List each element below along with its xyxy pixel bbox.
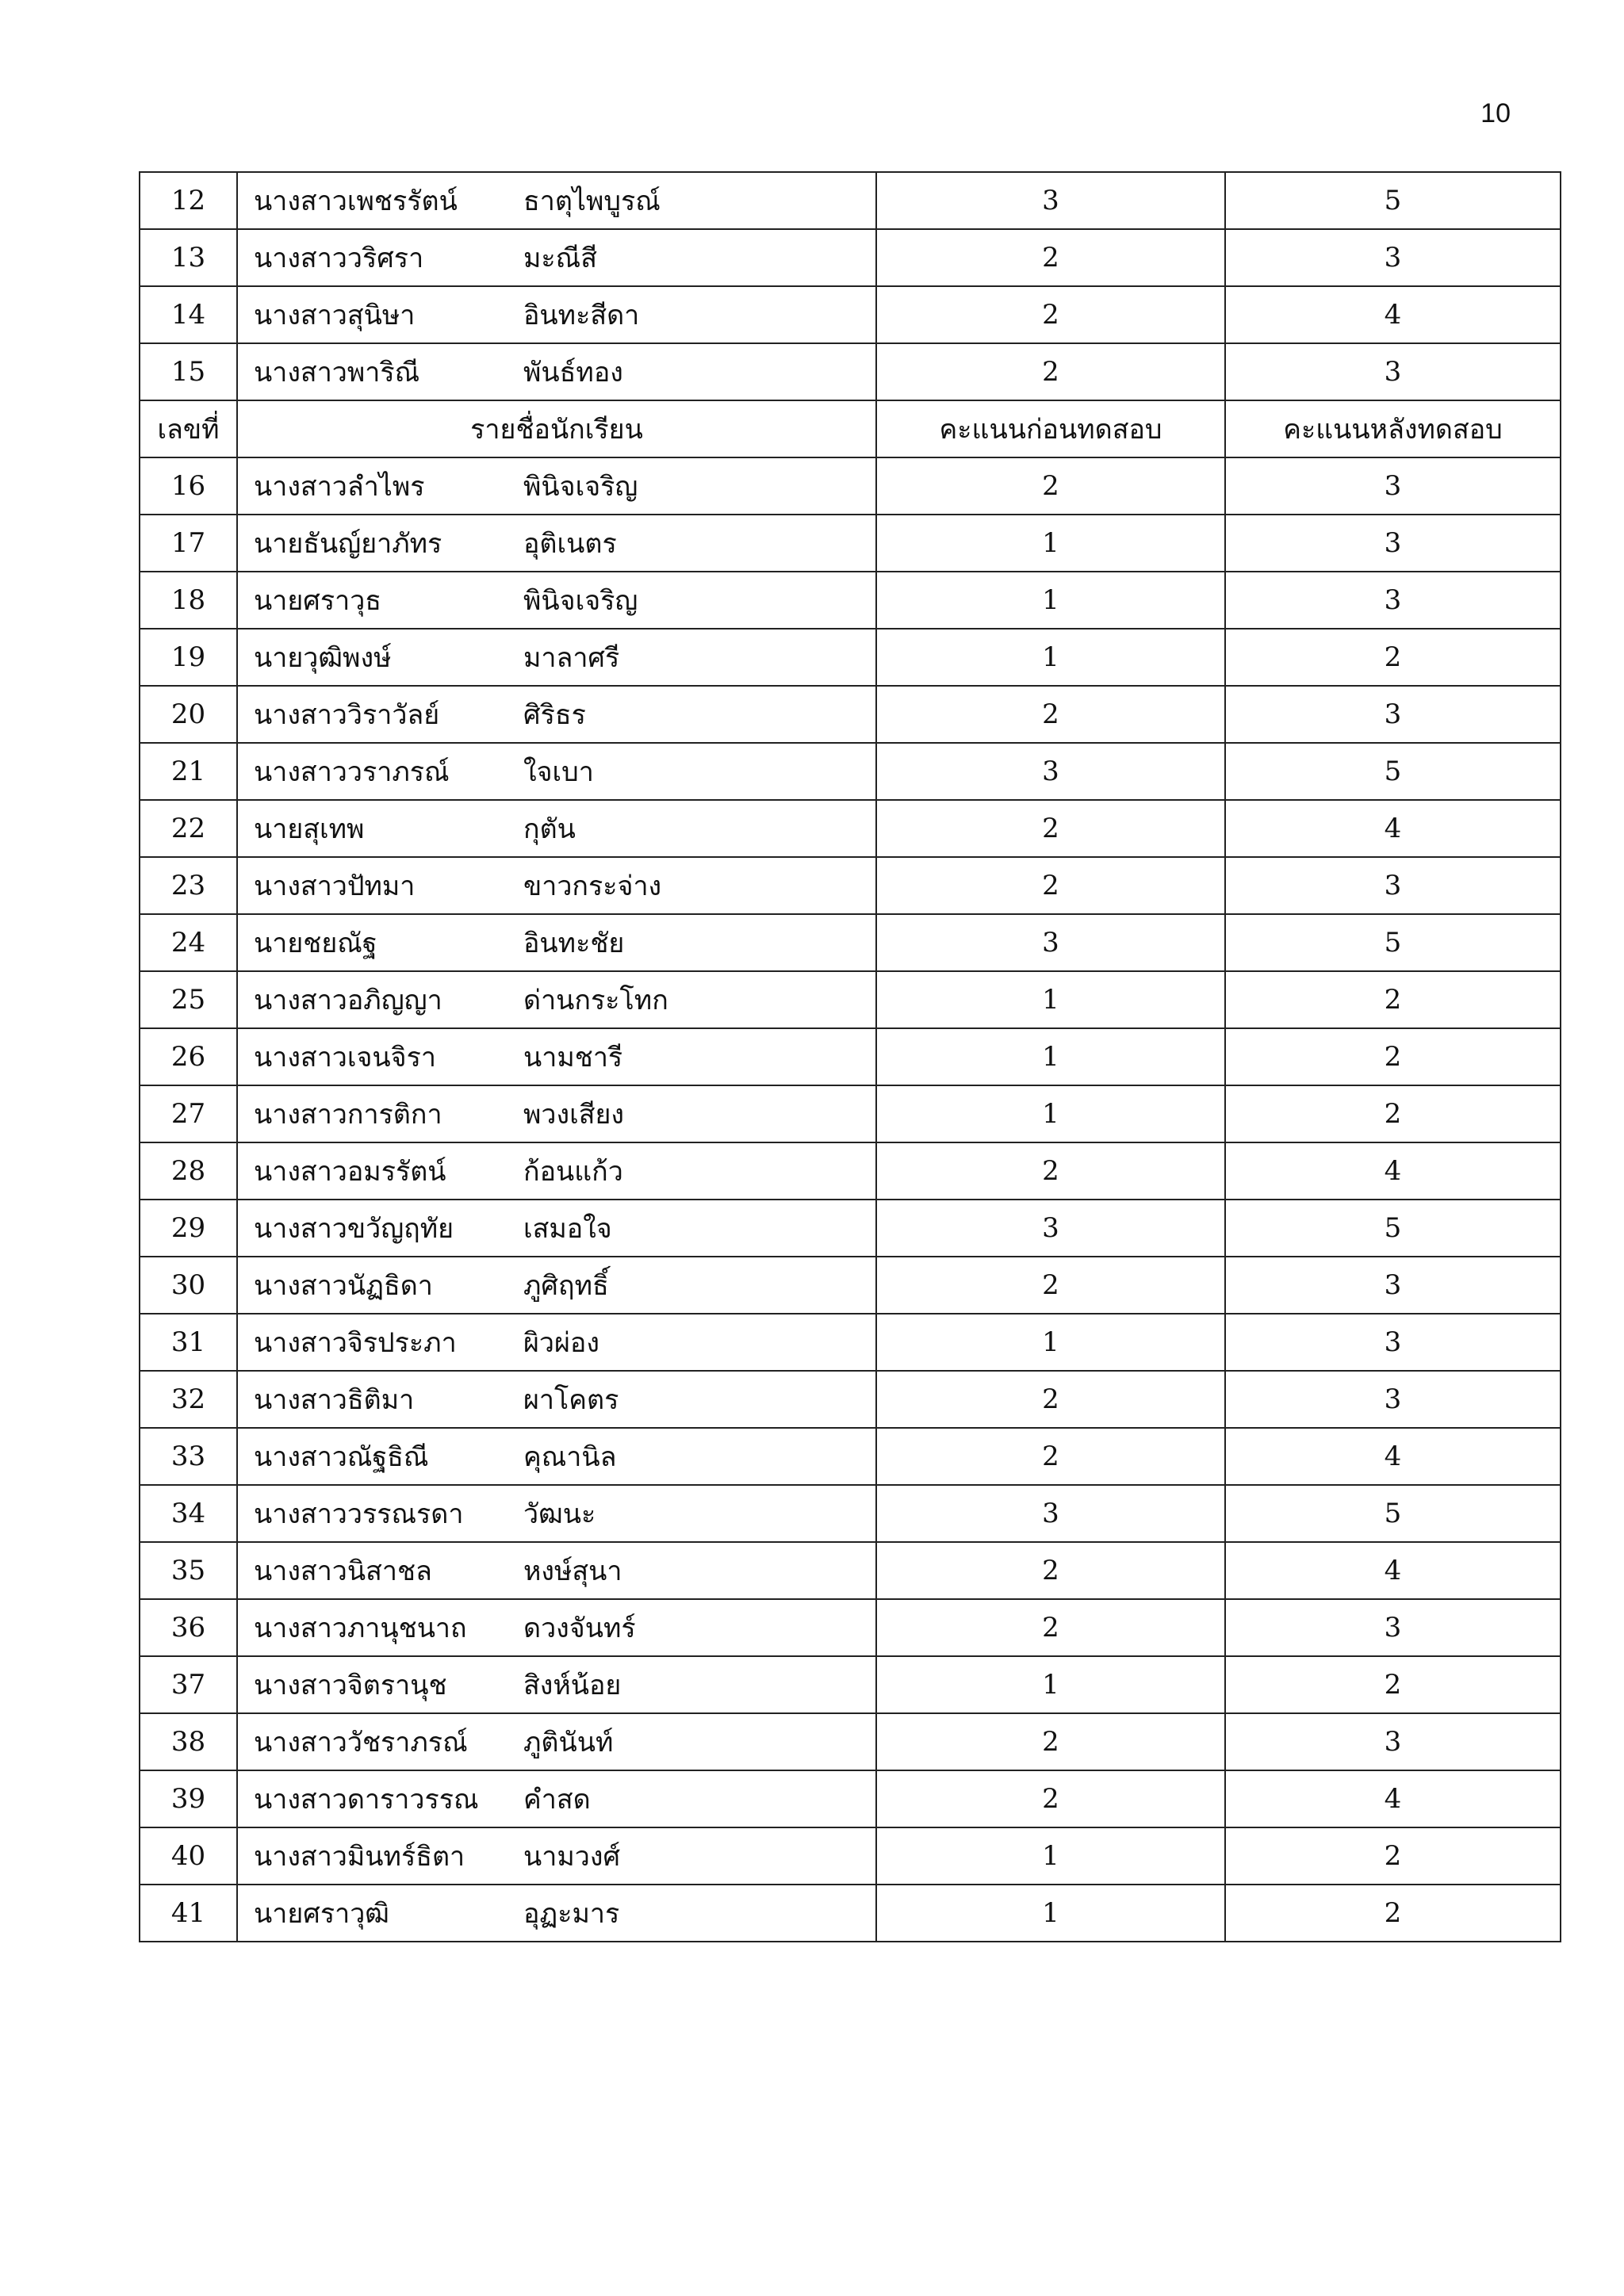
student-first-name: นางสาวณัฐธิณี [254, 1441, 429, 1473]
student-number: 16 [140, 457, 237, 515]
page-number: 10 [1480, 98, 1511, 128]
rows-after-header [140, 457, 1561, 1942]
posttest-score: 5 [1225, 1485, 1561, 1542]
pretest-score: 2 [876, 343, 1225, 400]
student-number: 37 [140, 1656, 237, 1713]
pretest-score: 1 [876, 1827, 1225, 1885]
student-last-name: ผิวผ่อง [523, 1327, 599, 1359]
student-name [237, 1428, 876, 1485]
table-row [140, 1314, 1561, 1371]
student-name [237, 629, 876, 686]
table-row [140, 515, 1561, 572]
student-number: 15 [140, 343, 237, 400]
student-number: 41 [140, 1885, 237, 1942]
student-first-name: นางสาวมินทร์ธิตา [254, 1841, 465, 1873]
posttest-score: 4 [1225, 1142, 1561, 1200]
student-first-name: นางสาวดาราวรรณ [254, 1784, 479, 1816]
pretest-score: 1 [876, 515, 1225, 572]
student-last-name: ภูตินันท์ [523, 1727, 614, 1758]
table-row [140, 1885, 1561, 1942]
student-first-name: นางสาวเจนจิรา [254, 1042, 436, 1073]
student-last-name: ก้อนแก้ว [523, 1156, 623, 1188]
student-number: 25 [140, 971, 237, 1028]
pretest-score: 2 [876, 1713, 1225, 1770]
student-last-name: นามวงศ์ [523, 1841, 621, 1873]
student-name [237, 1713, 876, 1770]
student-number: 31 [140, 1314, 237, 1371]
pretest-score: 2 [876, 1770, 1225, 1827]
student-name [237, 1485, 876, 1542]
table-row [140, 1827, 1561, 1885]
student-number: 29 [140, 1200, 237, 1257]
student-name [237, 1885, 876, 1942]
student-first-name: นางสาวอภิญญา [254, 985, 442, 1016]
table-row [140, 1028, 1561, 1085]
pretest-score: 2 [876, 1428, 1225, 1485]
student-last-name: ธาตุไพบูรณ์ [523, 186, 661, 217]
table-header [140, 400, 1561, 457]
student-last-name: ศิริธร [523, 699, 586, 731]
posttest-score: 3 [1225, 572, 1561, 629]
student-name [237, 343, 876, 400]
student-name [237, 515, 876, 572]
student-name [237, 1827, 876, 1885]
student-first-name: นางสาวลำไพร [254, 471, 425, 503]
student-name [237, 1371, 876, 1428]
header-pretest: คะแนนก่อนทดสอบ [876, 400, 1225, 457]
student-last-name: มะณีสี [523, 243, 597, 274]
posttest-score: 2 [1225, 1827, 1561, 1885]
student-last-name: สิงห์น้อย [523, 1670, 622, 1701]
table-row [140, 1599, 1561, 1656]
student-name [237, 457, 876, 515]
pretest-score: 3 [876, 914, 1225, 971]
student-first-name: นางสาวสุนิษา [254, 300, 416, 331]
student-first-name: นางสาวภานุชนาถ [254, 1613, 467, 1644]
student-name [237, 971, 876, 1028]
student-last-name: นามชารี [523, 1042, 623, 1073]
table-row [140, 1428, 1561, 1485]
table-row [140, 1542, 1561, 1599]
pretest-score: 1 [876, 1885, 1225, 1942]
student-number: 28 [140, 1142, 237, 1200]
pretest-score: 2 [876, 1542, 1225, 1599]
pretest-score: 2 [876, 800, 1225, 857]
pretest-score: 1 [876, 1314, 1225, 1371]
table-row [140, 629, 1561, 686]
student-number: 12 [140, 172, 237, 229]
student-first-name: นายชยณัฐ [254, 928, 377, 959]
pretest-score: 3 [876, 1200, 1225, 1257]
student-number: 23 [140, 857, 237, 914]
rows-before-header [140, 172, 1561, 400]
student-first-name: นางสาวพาริณี [254, 357, 420, 388]
student-first-name: นายวุฒิพงษ์ [254, 642, 392, 674]
student-name [237, 1200, 876, 1257]
student-name [237, 572, 876, 629]
student-number: 20 [140, 686, 237, 743]
student-first-name: นางสาวนัฏธิดา [254, 1270, 433, 1302]
student-number: 35 [140, 1542, 237, 1599]
student-name [237, 1542, 876, 1599]
student-name [237, 1085, 876, 1142]
student-last-name: คุณานิล [523, 1441, 617, 1473]
student-number: 14 [140, 286, 237, 343]
student-first-name: นางสาวขวัญฤทัย [254, 1213, 454, 1245]
table-row [140, 914, 1561, 971]
posttest-score: 3 [1225, 1314, 1561, 1371]
posttest-score: 2 [1225, 1885, 1561, 1942]
posttest-score: 5 [1225, 172, 1561, 229]
posttest-score: 3 [1225, 1371, 1561, 1428]
student-name [237, 1656, 876, 1713]
table-row [140, 1770, 1561, 1827]
posttest-score: 2 [1225, 629, 1561, 686]
table-row [140, 857, 1561, 914]
student-last-name: พินิจเจริญ [523, 471, 638, 503]
posttest-score: 3 [1225, 686, 1561, 743]
student-first-name: นางสาวการติกา [254, 1099, 442, 1131]
pretest-score: 1 [876, 1656, 1225, 1713]
student-number: 32 [140, 1371, 237, 1428]
pretest-score: 3 [876, 1485, 1225, 1542]
student-name [237, 286, 876, 343]
student-last-name: อุติเนตร [523, 528, 617, 560]
table-row [140, 1656, 1561, 1713]
student-name [237, 1770, 876, 1827]
student-number: 38 [140, 1713, 237, 1770]
header-row [140, 400, 1561, 457]
posttest-score: 3 [1225, 1713, 1561, 1770]
student-first-name: นางสาวปัทมา [254, 871, 416, 902]
student-first-name: นายธันญ์ยาภัทร [254, 528, 442, 560]
table-row [140, 286, 1561, 343]
pretest-score: 2 [876, 1142, 1225, 1200]
table-row [140, 971, 1561, 1028]
student-first-name: นางสาวจิตรานุช [254, 1670, 447, 1701]
student-name [237, 914, 876, 971]
posttest-score: 4 [1225, 286, 1561, 343]
table-row [140, 743, 1561, 800]
posttest-score: 2 [1225, 971, 1561, 1028]
student-number: 17 [140, 515, 237, 572]
posttest-score: 4 [1225, 800, 1561, 857]
student-last-name: อินทะสีดา [523, 300, 640, 331]
student-name [237, 743, 876, 800]
posttest-score: 3 [1225, 457, 1561, 515]
student-last-name: เสมอใจ [523, 1213, 612, 1245]
student-name [237, 1257, 876, 1314]
pretest-score: 1 [876, 1028, 1225, 1085]
table-row [140, 572, 1561, 629]
student-first-name: นางสาววัชราภรณ์ [254, 1727, 468, 1758]
student-number: 34 [140, 1485, 237, 1542]
pretest-score: 1 [876, 572, 1225, 629]
student-last-name: คำสด [523, 1784, 591, 1816]
pretest-score: 2 [876, 229, 1225, 286]
table-row [140, 1142, 1561, 1200]
posttest-score: 2 [1225, 1656, 1561, 1713]
student-number: 36 [140, 1599, 237, 1656]
table-row [140, 1200, 1561, 1257]
pretest-score: 1 [876, 629, 1225, 686]
table-row [140, 1085, 1561, 1142]
student-last-name: ด่านกระโทก [523, 985, 668, 1016]
posttest-score: 5 [1225, 1200, 1561, 1257]
pretest-score: 2 [876, 1371, 1225, 1428]
posttest-score: 4 [1225, 1770, 1561, 1827]
posttest-score: 3 [1225, 515, 1561, 572]
pretest-score: 2 [876, 286, 1225, 343]
student-number: 27 [140, 1085, 237, 1142]
student-last-name: พินิจเจริญ [523, 585, 638, 617]
student-last-name: พวงเสียง [523, 1099, 625, 1131]
student-number: 13 [140, 229, 237, 286]
student-number: 26 [140, 1028, 237, 1085]
table-row [140, 457, 1561, 515]
posttest-score: 3 [1225, 343, 1561, 400]
table-row [140, 1485, 1561, 1542]
student-first-name: นางสาวธิติมา [254, 1384, 415, 1416]
student-first-name: นางสาวอมรรัตน์ [254, 1156, 446, 1188]
pretest-score: 3 [876, 172, 1225, 229]
student-name [237, 800, 876, 857]
table-row [140, 343, 1561, 400]
student-name [237, 1028, 876, 1085]
student-last-name: พันธ์ทอง [523, 357, 623, 388]
table-row [140, 800, 1561, 857]
posttest-score: 3 [1225, 1257, 1561, 1314]
student-last-name: กุตัน [523, 813, 576, 845]
student-first-name: นายสุเทพ [254, 813, 365, 845]
student-number: 22 [140, 800, 237, 857]
student-last-name: มาลาศรี [523, 642, 620, 674]
student-first-name: นางสาวนิสาชล [254, 1556, 432, 1587]
pretest-score: 2 [876, 686, 1225, 743]
student-number: 19 [140, 629, 237, 686]
student-name [237, 1314, 876, 1371]
student-last-name: ขาวกระจ่าง [523, 871, 662, 902]
posttest-score: 5 [1225, 743, 1561, 800]
student-first-name: นางสาววราภรณ์ [254, 756, 450, 788]
posttest-score: 2 [1225, 1085, 1561, 1142]
student-name [237, 172, 876, 229]
table-row [140, 1257, 1561, 1314]
student-first-name: นางสาววรรณรดา [254, 1498, 464, 1530]
pretest-score: 2 [876, 1599, 1225, 1656]
student-last-name: ผาโคตร [523, 1384, 619, 1416]
table-row [140, 1371, 1561, 1428]
table-row [140, 1713, 1561, 1770]
student-first-name: นายศราวุฒิ [254, 1898, 389, 1930]
posttest-score: 3 [1225, 229, 1561, 286]
student-last-name: หงษ์สุนา [523, 1556, 622, 1587]
header-no: เลขที่ [140, 400, 237, 457]
student-number: 33 [140, 1428, 237, 1485]
posttest-score: 5 [1225, 914, 1561, 971]
student-number: 40 [140, 1827, 237, 1885]
student-first-name: นางสาวเพชรรัตน์ [254, 186, 458, 217]
table-row [140, 686, 1561, 743]
pretest-score: 1 [876, 1085, 1225, 1142]
student-name [237, 229, 876, 286]
posttest-score: 4 [1225, 1428, 1561, 1485]
student-number: 30 [140, 1257, 237, 1314]
student-last-name: อินทะชัย [523, 928, 625, 959]
student-number: 24 [140, 914, 237, 971]
pretest-score: 2 [876, 857, 1225, 914]
student-first-name: นางสาววิราวัลย์ [254, 699, 440, 731]
student-last-name: ดวงจันทร์ [523, 1613, 636, 1644]
posttest-score: 2 [1225, 1028, 1561, 1085]
pretest-score: 1 [876, 971, 1225, 1028]
pretest-score: 3 [876, 743, 1225, 800]
header-name: รายชื่อนักเรียน [237, 400, 876, 457]
student-name [237, 1142, 876, 1200]
student-name [237, 1599, 876, 1656]
student-number: 39 [140, 1770, 237, 1827]
posttest-score: 4 [1225, 1542, 1561, 1599]
student-first-name: นางสาววริศรา [254, 243, 424, 274]
pretest-score: 2 [876, 1257, 1225, 1314]
student-last-name: อุฏะมาร [523, 1898, 620, 1930]
student-first-name: นายศราวุธ [254, 585, 382, 617]
student-last-name: ภูศิฤทธิ์ [523, 1270, 609, 1302]
student-number: 21 [140, 743, 237, 800]
student-name [237, 686, 876, 743]
student-last-name: ใจเบา [523, 756, 594, 788]
student-last-name: วัฒนะ [523, 1498, 596, 1530]
posttest-score: 3 [1225, 857, 1561, 914]
student-first-name: นางสาวจิรประภา [254, 1327, 457, 1359]
posttest-score: 3 [1225, 1599, 1561, 1656]
table-row [140, 229, 1561, 286]
student-number: 18 [140, 572, 237, 629]
pretest-score: 2 [876, 457, 1225, 515]
table-row [140, 172, 1561, 229]
student-scores-table [139, 171, 1561, 1942]
student-name [237, 857, 876, 914]
header-posttest: คะแนนหลังทดสอบ [1225, 400, 1561, 457]
